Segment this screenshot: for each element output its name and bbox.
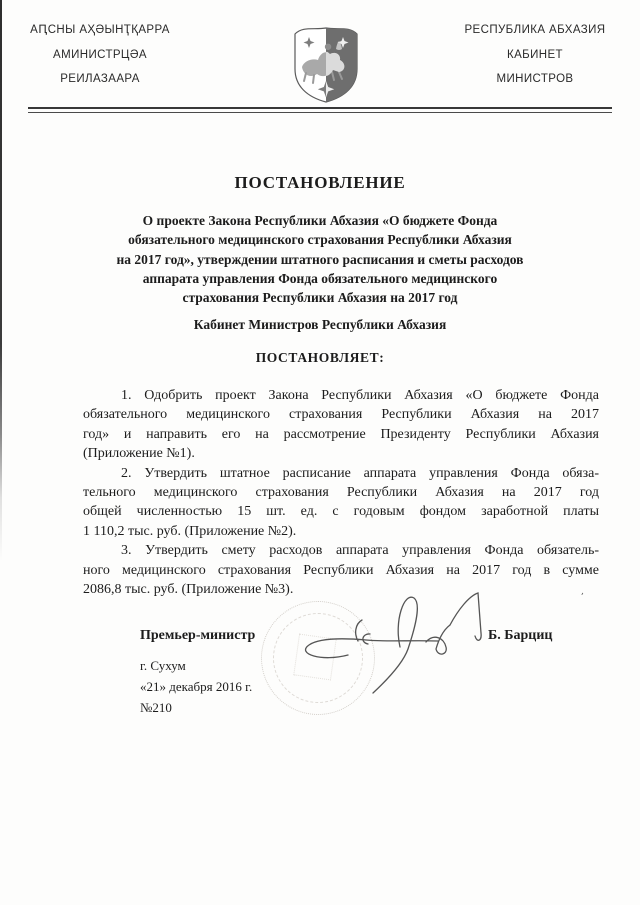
body-line: 2. Утвердить штатное расписание аппарата управления Фонда обяза- bbox=[121, 465, 599, 481]
resolves-line: ПОСТАНОВЛЯЕТ: bbox=[255, 350, 385, 365]
signatory-name: Б. Барциц bbox=[488, 628, 553, 643]
body-line: ного медицинского страхования Республики Абхазия на 2017 год в сумме bbox=[83, 562, 599, 578]
stray-ink-mark: ʼ bbox=[578, 590, 585, 603]
header-left-line-1: АԤСНЫ АҲӘЫНҬҚАРРА bbox=[30, 24, 170, 36]
header-left-line-2: АМИНИСТРЦӘА bbox=[53, 48, 147, 61]
header-left-line-3: РЕИЛАЗААРА bbox=[60, 73, 140, 85]
footer-number: №210 bbox=[140, 700, 172, 715]
signature-icon bbox=[288, 583, 498, 703]
body-line: тельного медицинского страхования Республики Абхазия на 2017 год bbox=[83, 485, 599, 501]
body-line: 2086,8 тыс. руб. (Приложение №3). bbox=[83, 582, 294, 598]
body-line: 1. Одобрить проект Закона Республики Абхазия «О бюджете Фонда bbox=[121, 388, 599, 403]
issuer-line: Кабинет Министров Республики Абхазия bbox=[193, 317, 447, 332]
subject-line: на 2017 год», утверждении штатного расписания и сметы расходов bbox=[116, 251, 524, 267]
body-line: 3. Утвердить смету расходов аппарата управления Фонда обязатель- bbox=[121, 543, 599, 559]
header-left-abkhaz bbox=[5, 24, 195, 98]
footer-date: «21» декабря 2016 г. bbox=[140, 679, 253, 694]
header-right-line-1: РЕСПУБЛИКА АБХАЗИЯ bbox=[464, 24, 606, 36]
subject-line: О проекте Закона Республики Абхазия «О бюджете Фонда bbox=[142, 213, 498, 228]
scan-edge-artifact bbox=[0, 0, 2, 905]
paragraph-1 bbox=[83, 386, 599, 464]
coat-of-arms-icon bbox=[292, 23, 360, 105]
body-line: общей численностью 15 шт. ед. с годовым фондом заработной платы bbox=[83, 504, 599, 520]
body-line: (Приложение №1). bbox=[83, 446, 195, 462]
subject-line: страхования Республики Абхазия на 2017 год bbox=[182, 290, 458, 306]
subject-line: аппарата управления Фонда обязательного медицинского bbox=[142, 270, 498, 286]
body-line: год» и направить его на рассмотрение Президенту Республики Абхазия bbox=[83, 426, 599, 442]
footer-city: г. Сухум bbox=[140, 658, 186, 673]
document-title: ПОСТАНОВЛЕНИЕ bbox=[234, 173, 406, 192]
header-right-russian bbox=[440, 24, 630, 98]
body-line: 1 110,2 тыс. руб. (Приложение №2). bbox=[83, 523, 297, 539]
header-double-rule bbox=[28, 107, 612, 113]
document-subject bbox=[62, 211, 578, 307]
paragraph-2 bbox=[83, 464, 599, 542]
header-right-line-3: МИНИСТРОВ bbox=[496, 73, 574, 85]
subject-line: обязательного медицинского страхования Республики Абхазия bbox=[128, 232, 512, 248]
body-line: обязательного медицинского страхования Республики Абхазия на 2017 bbox=[83, 407, 599, 423]
signatory-title: Премьер-министр bbox=[140, 628, 256, 643]
header-right-line-2: КАБИНЕТ bbox=[507, 48, 563, 61]
document-body bbox=[83, 386, 599, 603]
